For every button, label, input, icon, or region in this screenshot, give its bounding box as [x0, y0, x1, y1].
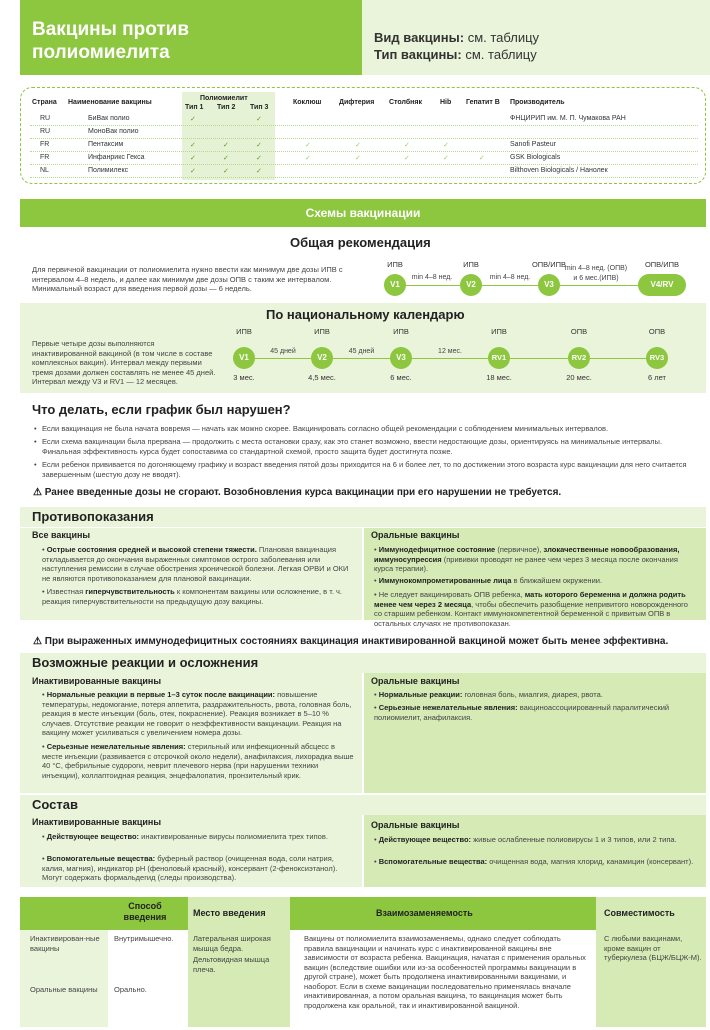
interchangeability-text: Вакцины от полиомиелита взаимозаменяемы, однако следует соблюдать правила вакцинации и начинать курс с инактивированной вакцины вне зависимости от возраста ребенка. Вакцинация, начатая с применения оральных вакцин (вследствие ошибки или из-за особенностей программы вакцинации в другой стране), может быть продолжена инактивированными вакцинами, и наоборот. Если в схеме вакцинации последовательно применялась вначале инактивированная, а потом оральная вакцина, то вакцинация может быть продолжена как оральной, так и инактивированной вакциной.	[304, 934, 586, 1010]
interval-label: min 4–8 нед.	[411, 274, 453, 281]
dose-type-label: ИПВ	[314, 327, 330, 336]
contra-left-text-1: • Острые состояния средней и высокой степени тяжести. Плановая вакцинация откладывается до окончания выраженных симптомов острого заболевания или наступления ремиссии в случае обострения хронической болезни. Легкая ОРВИ и ОКИ не являются противопоказанием для плановой вакцинации.	[42, 545, 349, 583]
bottom-header-method: Способ введения	[123, 901, 167, 922]
dose-age-label: 6 лет	[648, 373, 666, 382]
cell-maker: GSK Biologicals	[510, 154, 561, 161]
dose-node: V4/RV	[638, 274, 686, 296]
contra-right-title: Оральные вакцины	[371, 530, 460, 540]
disrupted-bullet: • Если схема вакцинации была прервана — продолжить с места остановки сразу, как это станет возможно, ввести недостающие дозы, ориентируясь на минимальные интервалы. Финальная эффективность курса будет сопоставима со стандартной схемой, просто защита будет достигнута позже.	[42, 437, 687, 457]
schemes-header: Схемы вакцинации	[20, 199, 706, 227]
cell-name: Пентаксим	[88, 141, 124, 148]
header-polio: Полиомиелит	[200, 95, 248, 102]
table-row-divider	[30, 125, 698, 126]
row1-name: Инактивирован-ные вакцины	[30, 934, 100, 953]
dose-node: RV2	[568, 347, 590, 369]
national-title: По национальному календарю	[266, 307, 465, 322]
dose-age-label: 6 мес.	[390, 373, 412, 382]
check-icon: ✓	[305, 155, 311, 162]
contra-left-title: Все вакцины	[32, 530, 91, 540]
check-icon: ✓	[256, 116, 262, 123]
timeline-edge	[510, 358, 568, 359]
interval-label: min 4–8 нед. (ОПВ)	[564, 265, 628, 272]
timeline-edge	[482, 285, 538, 286]
cell-name: БиВак полио	[88, 115, 130, 122]
disrupted-bullet: • Если вакцинация не была начата вовремя — начать как можно скорее. Вакцинировать согласно общей рекомендации с соблюдением минимальных интервалов.	[42, 424, 687, 434]
contra-header: Противопоказания	[20, 507, 706, 527]
cell-country: FR	[40, 154, 50, 161]
general-title: Общая рекомендация	[290, 235, 431, 250]
header-hib: Hib	[440, 99, 452, 106]
check-icon: ✓	[223, 168, 229, 175]
header-country: Страна	[32, 99, 57, 106]
composition-right-text-1: • Действующее вещество: живые ослабленные полиовирусы 1 и 3 типов, или 2 типа.	[374, 835, 677, 844]
dose-node: V3	[538, 274, 560, 296]
check-icon: ✓	[256, 168, 262, 175]
cell-country: RU	[40, 115, 51, 122]
check-icon: ✓	[479, 155, 485, 162]
dose-node: V2	[460, 274, 482, 296]
timeline-edge	[590, 358, 646, 359]
disrupted-bullet: • Если ребенок прививается по догоняющему графику и возраст введения пятой дозы приходится на 6 и более лет, то по достижении этого возраста курс вакцинации для него считается завершенным (шестую дозу не вводят).	[42, 460, 687, 480]
dose-node: RV1	[488, 347, 510, 369]
dose-age-label: 20 мес.	[566, 373, 592, 382]
row1-place-2: Дельтовидная мышца плеча.	[193, 955, 270, 974]
header-type3: Тип 3	[250, 104, 269, 111]
interval-label: 45 дней	[270, 348, 296, 355]
reactions-left-text-2: • Серьезные нежелательные явления: стерильный или инфекционный абсцесс в месте инъекции (развивается с отсрочкой около недели), анафилаксия, лихорадка выше 40 °С, фебрильные судороги, неврит плечевого нерва (при нарушении техники инъекции), коллаптоидная реакция, энцефалопатия, пронзительный крик.	[42, 742, 354, 780]
header-tetanus: Столбняк	[389, 99, 422, 106]
header-type1: Тип 1	[185, 104, 204, 111]
reactions-right-text-1: • Нормальные реакции: головная боль, миалгия, диарея, рвота.	[374, 690, 603, 699]
check-icon: ✓	[355, 155, 361, 162]
compatibility-text: С любыми вакцинами, кроме вакцин от туберкулеза (БЦЖ/БЦЖ-М).	[604, 934, 702, 962]
check-icon: ✓	[256, 142, 262, 149]
reactions-header: Возможные реакции и осложнения	[20, 653, 706, 673]
cell-country: NL	[40, 167, 49, 174]
row2-name: Оральные вакцины	[30, 985, 98, 994]
header-type2: Тип 2	[217, 104, 236, 111]
page-title: Вакцины против полиомиелита	[32, 19, 190, 63]
cell-name: Инфанрикс Гекса	[88, 154, 145, 161]
disrupted-warning: ⚠ Ранее введенные дозы не сгорают. Возобновления курса вакцинации при его нарушении не требуется.	[33, 487, 562, 498]
cell-maker: ФНЦИРИП им. М. П. Чумакова РАН	[510, 115, 626, 122]
timeline-edge	[412, 358, 488, 359]
table-row-divider	[30, 177, 698, 178]
dose-node: V1	[384, 274, 406, 296]
header-name: Наименование вакцины	[68, 99, 152, 106]
disrupted-title: Что делать, если график был нарушен?	[32, 402, 291, 417]
dose-age-label: 18 мес.	[486, 373, 512, 382]
check-icon: ✓	[190, 142, 196, 149]
timeline-edge	[406, 285, 460, 286]
dose-node: RV3	[646, 347, 668, 369]
header-diphtheria: Дифтерия	[339, 99, 375, 106]
dose-age-label: 3 мес.	[233, 373, 255, 382]
check-icon: ✓	[223, 155, 229, 162]
cell-maker: Bilthoven Biologicals / Нанолек	[510, 167, 608, 174]
check-icon: ✓	[190, 168, 196, 175]
vaccine-kind: Вид вакцины: см. таблицу	[374, 30, 540, 45]
dose-type-label: ОПВ/ИПВ	[644, 260, 680, 269]
interval-label: 45 дней	[348, 348, 375, 355]
bottom-header-place: Место введения	[193, 908, 266, 918]
cell-maker: Sanofi Pasteur	[510, 141, 556, 148]
reactions-right-text-2: • Серьезные нежелательные явления: вакциноассоциированный паралитический полиомиелит, анафилаксия.	[374, 703, 670, 722]
check-icon: ✓	[404, 142, 410, 149]
header-pertussis: Коклюш	[293, 99, 322, 106]
row2-method: Орально.	[114, 985, 147, 994]
interval-label: min 4–8 нед.	[489, 274, 531, 281]
dose-type-label: ОПВ	[648, 327, 666, 336]
check-icon: ✓	[223, 142, 229, 149]
dose-age-label: 4,5 мес.	[308, 373, 336, 382]
general-text: Для первичной вакцинации от полиомиелита нужно ввести как минимум две дозы ИПВ с интервалом 4–8 недель, и далее как минимум две дозы ОПВ с таким же интервалом. Минимальный возраст для введения первой дозы — 6 недель.	[32, 265, 343, 293]
bottom-header-compat: Совместимость	[604, 908, 675, 918]
interval-label: и 6 мес.(ИПВ)	[573, 275, 619, 282]
check-icon: ✓	[404, 155, 410, 162]
dose-node: V3	[390, 347, 412, 369]
dose-node: V2	[311, 347, 333, 369]
composition-header: Состав	[20, 795, 706, 815]
composition-left-text-1: • Действующее вещество: инактивированные вирусы полиомиелита трех типов.	[42, 832, 328, 841]
cell-country: FR	[40, 141, 50, 148]
dose-type-label: ИПВ	[393, 327, 409, 336]
header-hepb: Гепатит В	[466, 99, 500, 106]
dose-type-label: ИПВ	[491, 327, 507, 336]
dose-type-label: ИПВ	[463, 260, 479, 269]
header-info	[362, 0, 710, 75]
dose-type-label: ИПВ	[236, 327, 252, 336]
reactions-left-text-1: • Нормальные реакции в первые 1–3 суток после вакцинации: повышение температуры, недомогание, потеря аппетита, раздражительность, рвота, головная боль, реакция в месте инъекции (боль, отек, покраснение). Реакция возникает в 5–10 % случаев. Отсутствие реакции не говорит о неэффективности вакцинации. Реакция на вакцину может усиливаться с увеличением номера дозы.	[42, 690, 352, 737]
timeline-edge	[255, 358, 311, 359]
dose-type-label: ИПВ	[387, 260, 403, 269]
cell-name: МоноВак полио	[88, 128, 139, 135]
composition-right-text-2: • Вспомогательные вещества: очищенная вода, магния хлорид, канамицин (консервант).	[374, 857, 694, 866]
interval-label: 12 мес.	[438, 348, 462, 355]
contra-right-text-2: • Иммунокомпрометированные лица в ближайшем окружении.	[374, 576, 603, 585]
table-row-divider	[30, 164, 698, 165]
timeline-edge	[333, 358, 390, 359]
check-icon: ✓	[190, 116, 196, 123]
check-icon: ✓	[443, 155, 449, 162]
check-icon: ✓	[190, 155, 196, 162]
contra-warning: ⚠ При выраженных иммунодефицитных состояниях вакцинация инактивированной вакциной может быть менее эффективна.	[33, 636, 669, 647]
row1-place-1: Латеральная широкая мышца бедра.	[193, 934, 271, 953]
reactions-left-title: Инактивированные вакцины	[32, 676, 162, 686]
check-icon: ✓	[305, 142, 311, 149]
row1-method: Внутримышечно.	[114, 934, 174, 943]
check-icon: ✓	[256, 155, 262, 162]
national-text: Первые четыре дозы выполняются инактивированной вакциной (в том числе в составе комплексных вакцин). Интервал между первыми тремя дозами должен составлять не менее 45 дней. Интервал между V3 и RV1 — 12 месяцев.	[32, 339, 216, 386]
bottom-header-interchange: Взаимозаменяемость	[376, 908, 473, 918]
check-icon: ✓	[355, 142, 361, 149]
vaccine-type: Тип вакцины: см. таблицу	[374, 47, 537, 62]
contra-left-text-2: • Известная гиперчувствительность к компонентам вакцины или осложнение, в т. ч. реакция гиперчувствительности на предыдущую дозу вакцины.	[42, 587, 342, 606]
contra-right-text-1: • Иммунодефицитное состояние (первичное), злокачественные новообразования, иммуносупрессия (прививки проводят не ранее чем через 3 месяца после окончания курса терапии).	[374, 545, 680, 573]
composition-right-title: Оральные вакцины	[371, 820, 460, 830]
table-row-divider	[30, 138, 698, 139]
composition-left-text-2: • Вспомогательные вещества: буферный раствор (очищенная вода, соли натрия, калия, магния), индикатор pH (феноловый красный), консервант (2-феноксиэтанол). Могут содержать формальдегид (следы производства).	[42, 854, 338, 882]
dose-type-label: ОПВ	[570, 327, 588, 336]
contra-right-text-3: • Не следует вакцинировать ОПВ ребенка, мать которого беременна и должна родить менее чем через 2 месяца, чтобы обеспечить разобщение непривитого новорожденного со старшим ребенком. Контакт иммунокомпетентной беременной с привитым ОПВ в остальных случаях не противопоказан.	[374, 590, 688, 628]
check-icon: ✓	[443, 142, 449, 149]
reactions-right-title: Оральные вакцины	[371, 676, 460, 686]
cell-country: RU	[40, 128, 51, 135]
dose-node: V1	[233, 347, 255, 369]
table-row-divider	[30, 151, 698, 152]
timeline-edge	[560, 285, 638, 286]
header-maker: Производитель	[510, 99, 565, 106]
dose-type-label: ОПВ/ИПВ	[531, 260, 567, 269]
cell-name: Полимилекс	[88, 167, 129, 174]
composition-left-title: Инактивированные вакцины	[32, 817, 162, 827]
